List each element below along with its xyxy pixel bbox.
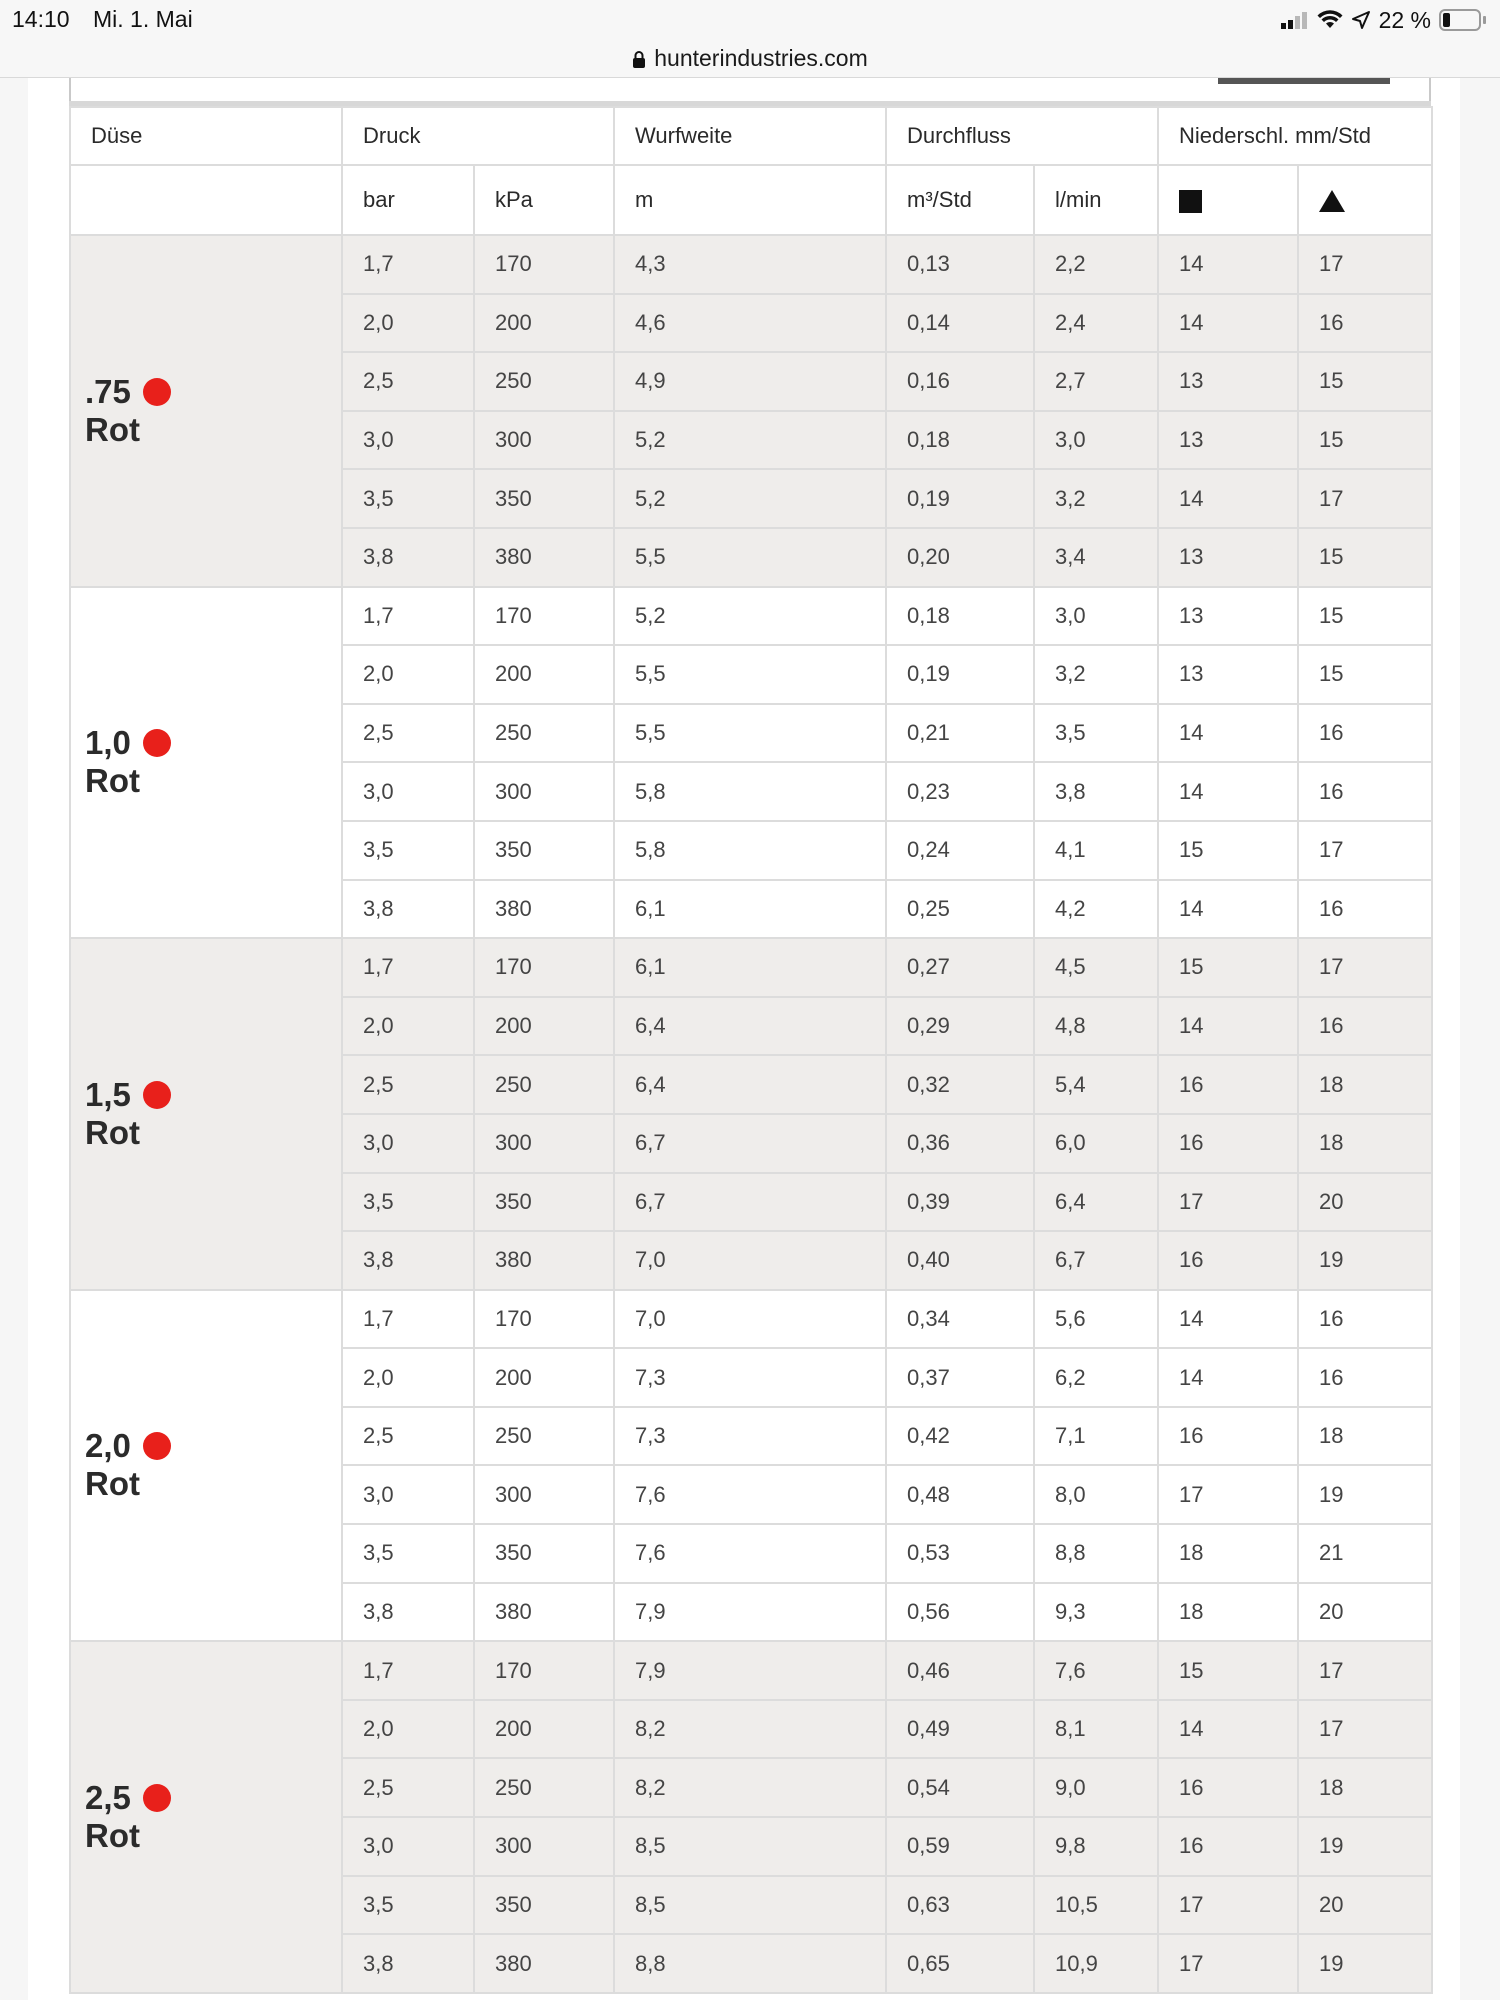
- cell-flow-lmin: 10,5: [1034, 1876, 1158, 1935]
- cell-pressure-bar: 3,8: [342, 1231, 474, 1290]
- cell-flow-lmin: 9,0: [1034, 1758, 1158, 1817]
- cell-flow-m3h: 0,18: [886, 411, 1034, 470]
- unit-square-spacing: [1158, 165, 1298, 235]
- nozzle-cell: [70, 587, 342, 939]
- cell-pressure-bar: 2,0: [342, 997, 474, 1056]
- cell-pressure-kpa: 170: [474, 1290, 614, 1349]
- cell-flow-m3h: 0,32: [886, 1055, 1034, 1114]
- cell-precip-square: 16: [1158, 1407, 1298, 1466]
- cell-flow-m3h: 0,63: [886, 1876, 1034, 1935]
- cell-precip-triangle: 21: [1298, 1524, 1432, 1583]
- table-row: [70, 1641, 1432, 1700]
- cell-precip-triangle: 15: [1298, 645, 1432, 704]
- cell-pressure-kpa: 300: [474, 1114, 614, 1173]
- cell-radius-m: 5,2: [614, 587, 886, 646]
- cell-precip-triangle: 15: [1298, 587, 1432, 646]
- cell-flow-m3h: 0,56: [886, 1583, 1034, 1642]
- cell-precip-triangle: 19: [1298, 1465, 1432, 1524]
- cell-flow-m3h: 0,65: [886, 1934, 1034, 1993]
- cell-pressure-bar: 3,0: [342, 1465, 474, 1524]
- cell-flow-lmin: 3,2: [1034, 645, 1158, 704]
- cell-precip-triangle: 18: [1298, 1758, 1432, 1817]
- cell-radius-m: 7,9: [614, 1583, 886, 1642]
- cell-pressure-bar: 3,5: [342, 821, 474, 880]
- cell-pressure-kpa: 350: [474, 821, 614, 880]
- cell-pressure-kpa: 200: [474, 997, 614, 1056]
- cell-precip-triangle: 17: [1298, 1641, 1432, 1700]
- cell-precip-triangle: 20: [1298, 1173, 1432, 1232]
- cell-pressure-bar: 2,0: [342, 1700, 474, 1759]
- nozzle-color-dot-icon: [143, 378, 171, 406]
- header-nozzle: Düse: [70, 107, 342, 165]
- cell-flow-m3h: 0,21: [886, 704, 1034, 763]
- cell-radius-m: 6,7: [614, 1173, 886, 1232]
- cell-precip-square: 14: [1158, 469, 1298, 528]
- cell-pressure-kpa: 300: [474, 1465, 614, 1524]
- cell-radius-m: 7,9: [614, 1641, 886, 1700]
- cell-flow-lmin: 4,8: [1034, 997, 1158, 1056]
- cell-flow-m3h: 0,37: [886, 1348, 1034, 1407]
- battery-percent: 22 %: [1378, 6, 1431, 33]
- cell-radius-m: 5,5: [614, 704, 886, 763]
- cell-precip-square: 17: [1158, 1876, 1298, 1935]
- cell-flow-m3h: 0,46: [886, 1641, 1034, 1700]
- cell-pressure-bar: 3,5: [342, 1173, 474, 1232]
- table-row: [70, 1290, 1432, 1349]
- cell-radius-m: 7,6: [614, 1465, 886, 1524]
- cell-pressure-kpa: 380: [474, 880, 614, 939]
- cell-flow-lmin: 5,4: [1034, 1055, 1158, 1114]
- cell-pressure-kpa: 200: [474, 645, 614, 704]
- cell-pressure-kpa: 350: [474, 1524, 614, 1583]
- cell-radius-m: 5,5: [614, 528, 886, 587]
- unit-triangle-spacing: [1298, 165, 1432, 235]
- cell-pressure-bar: 2,5: [342, 1055, 474, 1114]
- cell-precip-square: 16: [1158, 1758, 1298, 1817]
- status-date: Mi. 1. Mai: [93, 6, 193, 32]
- cell-flow-m3h: 0,19: [886, 645, 1034, 704]
- cell-flow-m3h: 0,18: [886, 587, 1034, 646]
- cell-precip-square: 15: [1158, 821, 1298, 880]
- cell-flow-m3h: 0,40: [886, 1231, 1034, 1290]
- cell-precip-square: 14: [1158, 880, 1298, 939]
- cell-precip-triangle: 17: [1298, 821, 1432, 880]
- cell-radius-m: 7,0: [614, 1290, 886, 1349]
- nozzle-size: 1,0: [85, 724, 131, 762]
- cell-precip-triangle: 16: [1298, 1348, 1432, 1407]
- cell-flow-m3h: 0,29: [886, 997, 1034, 1056]
- table-row: [70, 587, 1432, 646]
- cell-pressure-kpa: 300: [474, 1817, 614, 1876]
- nozzle-cell: [70, 235, 342, 587]
- cell-radius-m: 4,6: [614, 294, 886, 353]
- cell-precip-square: 16: [1158, 1114, 1298, 1173]
- cell-pressure-bar: 3,0: [342, 411, 474, 470]
- nozzle-size: 2,0: [85, 1427, 131, 1465]
- unit-kpa: kPa: [474, 165, 614, 235]
- cell-precip-square: 14: [1158, 704, 1298, 763]
- nozzle-color-name: Rot: [85, 1817, 140, 1855]
- unit-bar: bar: [342, 165, 474, 235]
- cell-precip-triangle: 15: [1298, 411, 1432, 470]
- cell-precip-triangle: 19: [1298, 1817, 1432, 1876]
- cell-pressure-bar: 3,5: [342, 1876, 474, 1935]
- page-margin-right: [1460, 78, 1500, 2000]
- cell-flow-m3h: 0,25: [886, 880, 1034, 939]
- cell-radius-m: 7,6: [614, 1524, 886, 1583]
- cell-flow-lmin: 4,2: [1034, 880, 1158, 939]
- cell-pressure-bar: 3,8: [342, 1934, 474, 1993]
- cell-precip-triangle: 16: [1298, 762, 1432, 821]
- cell-radius-m: 6,1: [614, 938, 886, 997]
- nozzle-size: 2,5: [85, 1779, 131, 1817]
- nozzle-color-dot-icon: [143, 1784, 171, 1812]
- cell-flow-lmin: 2,7: [1034, 352, 1158, 411]
- nozzle-size: 1,5: [85, 1075, 131, 1113]
- cell-radius-m: 6,1: [614, 880, 886, 939]
- cell-flow-m3h: 0,36: [886, 1114, 1034, 1173]
- header-radius: Wurfweite: [614, 107, 886, 165]
- cell-precip-square: 14: [1158, 1290, 1298, 1349]
- cell-pressure-bar: 2,0: [342, 645, 474, 704]
- cell-flow-m3h: 0,27: [886, 938, 1034, 997]
- cell-pressure-kpa: 380: [474, 528, 614, 587]
- nozzle-cell: [70, 1641, 342, 1993]
- cell-precip-square: 13: [1158, 645, 1298, 704]
- cell-radius-m: 4,3: [614, 235, 886, 294]
- cell-precip-triangle: 16: [1298, 1290, 1432, 1349]
- cell-flow-m3h: 0,39: [886, 1173, 1034, 1232]
- cell-pressure-bar: 3,5: [342, 1524, 474, 1583]
- cell-precip-triangle: 15: [1298, 352, 1432, 411]
- cell-radius-m: 5,8: [614, 762, 886, 821]
- nozzle-cell: [70, 938, 342, 1290]
- cell-pressure-kpa: 350: [474, 1876, 614, 1935]
- cell-flow-lmin: 3,0: [1034, 587, 1158, 646]
- cellular-signal-icon: [1281, 11, 1307, 29]
- cell-pressure-kpa: 170: [474, 235, 614, 294]
- cell-radius-m: 5,8: [614, 821, 886, 880]
- cell-pressure-kpa: 200: [474, 1348, 614, 1407]
- cell-radius-m: 5,2: [614, 411, 886, 470]
- cell-flow-m3h: 0,23: [886, 762, 1034, 821]
- cell-precip-triangle: 18: [1298, 1055, 1432, 1114]
- cell-radius-m: 8,5: [614, 1876, 886, 1935]
- cell-flow-m3h: 0,59: [886, 1817, 1034, 1876]
- cell-flow-lmin: 7,6: [1034, 1641, 1158, 1700]
- lock-icon: [632, 50, 646, 68]
- header-pressure: Druck: [342, 107, 614, 165]
- cell-flow-lmin: 3,2: [1034, 469, 1158, 528]
- cell-flow-m3h: 0,13: [886, 235, 1034, 294]
- cell-flow-lmin: 3,0: [1034, 411, 1158, 470]
- cell-precip-triangle: 17: [1298, 235, 1432, 294]
- cell-precip-square: 16: [1158, 1055, 1298, 1114]
- cell-pressure-bar: 3,0: [342, 1817, 474, 1876]
- cell-precip-square: 17: [1158, 1465, 1298, 1524]
- cell-pressure-kpa: 200: [474, 294, 614, 353]
- cell-flow-lmin: 6,2: [1034, 1348, 1158, 1407]
- cell-flow-m3h: 0,19: [886, 469, 1034, 528]
- cell-flow-lmin: 3,5: [1034, 704, 1158, 763]
- cell-flow-lmin: 2,2: [1034, 235, 1158, 294]
- cell-precip-square: 17: [1158, 1173, 1298, 1232]
- cell-flow-lmin: 4,1: [1034, 821, 1158, 880]
- cell-radius-m: 7,0: [614, 1231, 886, 1290]
- cell-flow-lmin: 8,0: [1034, 1465, 1158, 1524]
- cell-pressure-kpa: 200: [474, 1700, 614, 1759]
- cell-pressure-kpa: 250: [474, 704, 614, 763]
- cell-pressure-kpa: 170: [474, 1641, 614, 1700]
- cell-precip-triangle: 16: [1298, 294, 1432, 353]
- cell-flow-m3h: 0,49: [886, 1700, 1034, 1759]
- cell-flow-lmin: 8,8: [1034, 1524, 1158, 1583]
- header-precipitation: Niederschl. mm/Std: [1158, 107, 1432, 165]
- cell-pressure-bar: 2,5: [342, 1407, 474, 1466]
- cell-radius-m: 8,5: [614, 1817, 886, 1876]
- cell-precip-square: 14: [1158, 762, 1298, 821]
- nozzle-color-name: Rot: [85, 410, 140, 448]
- cell-precip-triangle: 20: [1298, 1583, 1432, 1642]
- cell-flow-m3h: 0,14: [886, 294, 1034, 353]
- cell-pressure-kpa: 380: [474, 1934, 614, 1993]
- cell-precip-square: 16: [1158, 1817, 1298, 1876]
- cell-precip-square: 18: [1158, 1583, 1298, 1642]
- cell-radius-m: 8,2: [614, 1700, 886, 1759]
- cell-flow-lmin: 6,0: [1034, 1114, 1158, 1173]
- cell-pressure-bar: 3,5: [342, 469, 474, 528]
- unit-liter-per-minute: l/min: [1034, 165, 1158, 235]
- cell-radius-m: 7,3: [614, 1407, 886, 1466]
- cell-precip-triangle: 16: [1298, 997, 1432, 1056]
- cell-pressure-kpa: 250: [474, 352, 614, 411]
- cell-precip-square: 16: [1158, 1231, 1298, 1290]
- nozzle-performance-table: [69, 106, 1433, 1994]
- cell-precip-square: 13: [1158, 411, 1298, 470]
- battery-icon: [1439, 9, 1486, 31]
- cell-pressure-bar: 1,7: [342, 1641, 474, 1700]
- cell-radius-m: 6,4: [614, 997, 886, 1056]
- nozzle-cell: [70, 1290, 342, 1642]
- cell-flow-m3h: 0,54: [886, 1758, 1034, 1817]
- cell-precip-triangle: 19: [1298, 1231, 1432, 1290]
- cell-pressure-kpa: 380: [474, 1583, 614, 1642]
- status-time: 14:10: [12, 6, 70, 32]
- cell-pressure-kpa: 250: [474, 1407, 614, 1466]
- unit-meter: m: [614, 165, 886, 235]
- page-margin-left: [0, 78, 28, 2000]
- cell-radius-m: 4,9: [614, 352, 886, 411]
- cell-flow-m3h: 0,42: [886, 1407, 1034, 1466]
- cell-precip-square: 14: [1158, 1348, 1298, 1407]
- nozzle-color-name: Rot: [85, 1465, 140, 1503]
- cell-pressure-bar: 3,8: [342, 528, 474, 587]
- cell-flow-m3h: 0,53: [886, 1524, 1034, 1583]
- cell-flow-lmin: 3,8: [1034, 762, 1158, 821]
- cell-pressure-bar: 1,7: [342, 587, 474, 646]
- cell-radius-m: 6,7: [614, 1114, 886, 1173]
- cell-precip-triangle: 18: [1298, 1407, 1432, 1466]
- cell-flow-m3h: 0,48: [886, 1465, 1034, 1524]
- cell-precip-square: 15: [1158, 938, 1298, 997]
- cell-precip-triangle: 16: [1298, 880, 1432, 939]
- nozzle-color-name: Rot: [85, 1113, 140, 1151]
- cell-pressure-bar: 2,5: [342, 704, 474, 763]
- cell-pressure-bar: 3,8: [342, 1583, 474, 1642]
- cell-precip-square: 14: [1158, 235, 1298, 294]
- cell-flow-lmin: 6,7: [1034, 1231, 1158, 1290]
- cell-flow-lmin: 4,5: [1034, 938, 1158, 997]
- cell-pressure-kpa: 250: [474, 1055, 614, 1114]
- cell-flow-lmin: 6,4: [1034, 1173, 1158, 1232]
- square-icon: [1179, 190, 1202, 213]
- cell-precip-triangle: 15: [1298, 528, 1432, 587]
- cell-precip-triangle: 17: [1298, 469, 1432, 528]
- cell-radius-m: 6,4: [614, 1055, 886, 1114]
- header-blank: [70, 165, 342, 235]
- cell-pressure-kpa: 300: [474, 411, 614, 470]
- cell-precip-square: 13: [1158, 528, 1298, 587]
- cell-precip-square: 14: [1158, 1700, 1298, 1759]
- cell-pressure-kpa: 170: [474, 938, 614, 997]
- cell-flow-lmin: 9,3: [1034, 1583, 1158, 1642]
- status-indicators: [1281, 6, 1486, 34]
- cell-precip-square: 17: [1158, 1934, 1298, 1993]
- cell-radius-m: 8,2: [614, 1758, 886, 1817]
- cell-pressure-bar: 3,0: [342, 762, 474, 821]
- cell-pressure-bar: 3,8: [342, 880, 474, 939]
- unit-m3-per-hour: m³/Std: [886, 165, 1034, 235]
- nozzle-color-dot-icon: [143, 1432, 171, 1460]
- nozzle-color-dot-icon: [143, 729, 171, 757]
- cell-precip-triangle: 17: [1298, 938, 1432, 997]
- cell-precip-square: 13: [1158, 352, 1298, 411]
- cell-flow-lmin: 3,4: [1034, 528, 1158, 587]
- cell-flow-lmin: 2,4: [1034, 294, 1158, 353]
- cell-precip-square: 18: [1158, 1524, 1298, 1583]
- cell-pressure-kpa: 170: [474, 587, 614, 646]
- wifi-icon: [1317, 10, 1343, 30]
- cell-pressure-bar: 2,0: [342, 1348, 474, 1407]
- address-bar[interactable]: [0, 40, 1500, 78]
- cell-flow-lmin: 5,6: [1034, 1290, 1158, 1349]
- table-row: [70, 938, 1432, 997]
- cell-flow-m3h: 0,34: [886, 1290, 1034, 1349]
- cell-pressure-kpa: 350: [474, 1173, 614, 1232]
- cell-flow-lmin: 7,1: [1034, 1407, 1158, 1466]
- cell-pressure-bar: 2,5: [342, 1758, 474, 1817]
- nozzle-color-name: Rot: [85, 762, 140, 800]
- triangle-icon: [1319, 190, 1345, 212]
- cell-precip-square: 13: [1158, 587, 1298, 646]
- cell-flow-m3h: 0,16: [886, 352, 1034, 411]
- cell-flow-m3h: 0,24: [886, 821, 1034, 880]
- cell-pressure-bar: 1,7: [342, 235, 474, 294]
- cell-radius-m: 7,3: [614, 1348, 886, 1407]
- location-arrow-icon: [1351, 10, 1371, 30]
- cell-pressure-bar: 1,7: [342, 938, 474, 997]
- cell-precip-square: 14: [1158, 997, 1298, 1056]
- cell-flow-lmin: 10,9: [1034, 1934, 1158, 1993]
- section-tab-indicator: [1218, 78, 1390, 84]
- cell-precip-triangle: 19: [1298, 1934, 1432, 1993]
- table-body: [70, 235, 1432, 1993]
- cell-radius-m: 8,8: [614, 1934, 886, 1993]
- cell-precip-triangle: 20: [1298, 1876, 1432, 1935]
- cell-flow-m3h: 0,20: [886, 528, 1034, 587]
- cell-precip-square: 15: [1158, 1641, 1298, 1700]
- cell-pressure-kpa: 380: [474, 1231, 614, 1290]
- nozzle-size: .75: [85, 372, 131, 410]
- url-text[interactable]: hunterindustries.com: [654, 45, 868, 71]
- status-bar: [0, 0, 1500, 40]
- cell-pressure-kpa: 300: [474, 762, 614, 821]
- header-flow: Durchfluss: [886, 107, 1158, 165]
- cell-pressure-bar: 3,0: [342, 1114, 474, 1173]
- table-row: [70, 235, 1432, 294]
- cell-pressure-bar: 2,0: [342, 294, 474, 353]
- cell-pressure-kpa: 250: [474, 1758, 614, 1817]
- cell-flow-lmin: 9,8: [1034, 1817, 1158, 1876]
- cell-flow-lmin: 8,1: [1034, 1700, 1158, 1759]
- cell-precip-triangle: 18: [1298, 1114, 1432, 1173]
- cell-precip-triangle: 17: [1298, 1700, 1432, 1759]
- cell-pressure-bar: 2,5: [342, 352, 474, 411]
- cell-pressure-kpa: 350: [474, 469, 614, 528]
- cell-radius-m: 5,5: [614, 645, 886, 704]
- cell-precip-square: 14: [1158, 294, 1298, 353]
- nozzle-color-dot-icon: [143, 1081, 171, 1109]
- cell-radius-m: 5,2: [614, 469, 886, 528]
- cell-precip-triangle: 16: [1298, 704, 1432, 763]
- cell-pressure-bar: 1,7: [342, 1290, 474, 1349]
